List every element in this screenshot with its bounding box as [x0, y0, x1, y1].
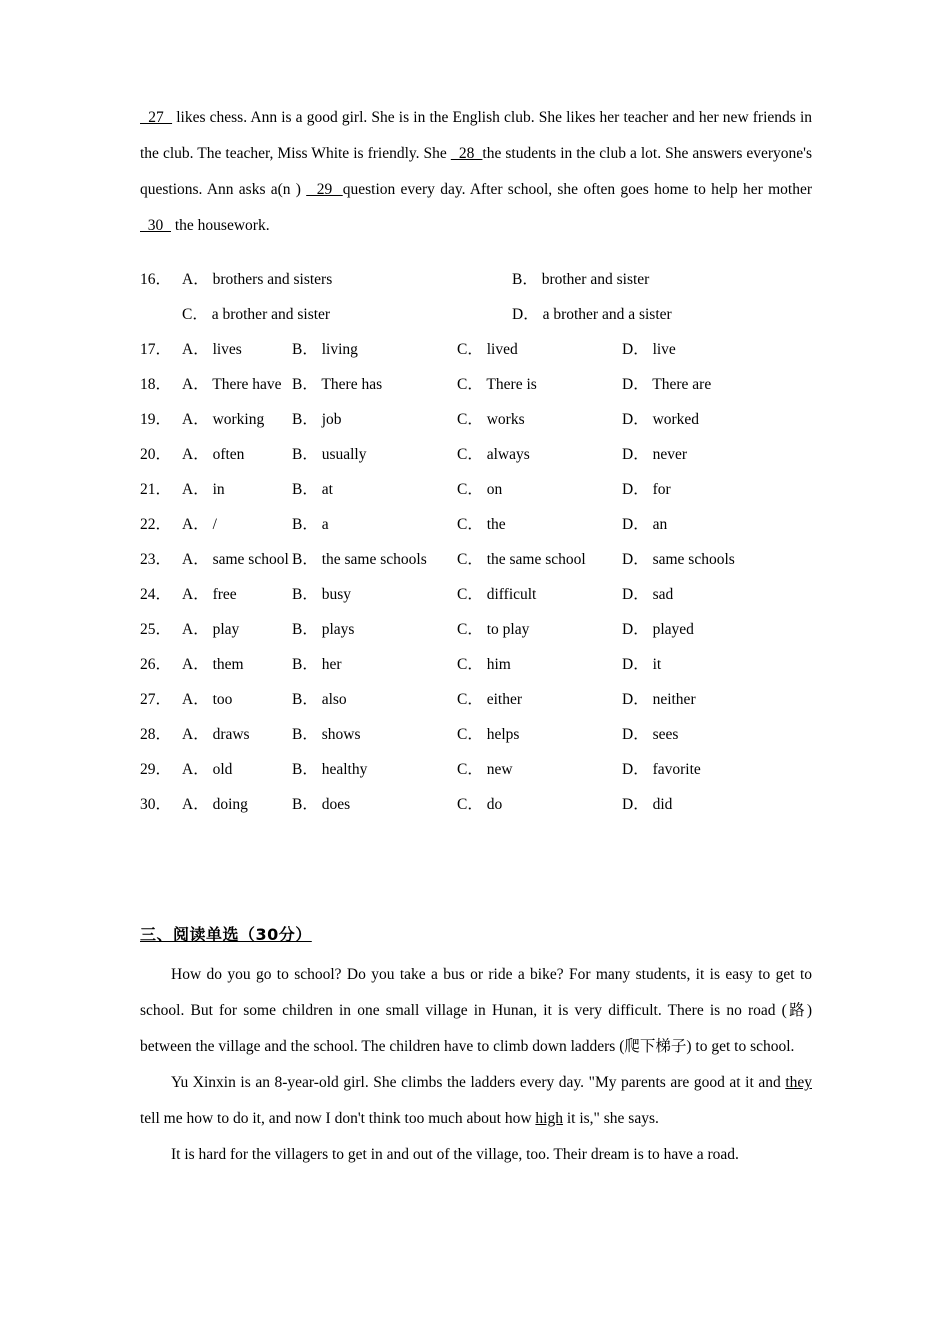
question-row	[140, 612, 812, 647]
question-row	[140, 787, 812, 822]
option-choice[interactable]: D． sad	[622, 586, 674, 603]
option-choice[interactable]: D． it	[622, 656, 662, 673]
option-choice[interactable]: D． an	[622, 516, 668, 533]
question-row	[140, 437, 812, 472]
option-choice[interactable]: A． them	[182, 656, 244, 673]
cloze-passage	[140, 100, 812, 244]
question-row	[140, 752, 812, 787]
question-number: 16．	[140, 271, 172, 288]
option-choice[interactable]: B． brother and sister	[512, 271, 650, 288]
passage-text: the students in the club a lot. She answers everyone's questions. Ann asks a(n )	[140, 145, 813, 198]
option-choice[interactable]: C． either	[457, 691, 522, 708]
question-row	[140, 367, 812, 402]
reading-text: How do you go to school? Do you take a bus or ride a bike? For many students, it is easy to get to school. But for some children in one small village in Hunan, it is very difficult. There is no road (路) between the village and the school. The children have to climb down ladders (爬下梯子) to get to school.	[140, 966, 812, 1055]
question-number: 20．	[140, 446, 172, 463]
question-number: 24．	[140, 586, 172, 603]
option-choice[interactable]: D． a brother and a sister	[512, 306, 672, 323]
question-number: 25．	[140, 621, 172, 638]
option-choice[interactable]: A． in	[182, 481, 225, 498]
question-number: 21．	[140, 481, 172, 498]
option-choice[interactable]: A． play	[182, 621, 240, 638]
cloze-question-list	[140, 262, 812, 822]
question-row	[140, 647, 812, 682]
question-number: 30．	[140, 796, 172, 813]
reading-paragraph	[140, 957, 812, 1065]
option-choice[interactable]: B． living	[292, 341, 358, 358]
option-choice[interactable]: D． for	[622, 481, 671, 498]
option-choice[interactable]: B． her	[292, 656, 342, 673]
option-choice[interactable]: B． healthy	[292, 761, 368, 778]
reading-paragraph	[140, 1065, 812, 1137]
option-choice[interactable]: D． sees	[622, 726, 679, 743]
underlined-word: high	[535, 1110, 563, 1127]
option-choice[interactable]: B． does	[292, 796, 351, 813]
question-number: 23．	[140, 551, 172, 568]
option-choice[interactable]: A． old	[182, 761, 233, 778]
option-choice[interactable]: C． a brother and sister	[182, 306, 331, 323]
reading-text: It is hard for the villagers to get in and out of the village, too. Their dream is to have a road.	[171, 1146, 739, 1163]
question-number: 17．	[140, 341, 172, 358]
underlined-word: they	[785, 1074, 812, 1091]
option-choice[interactable]: B． plays	[292, 621, 355, 638]
option-choice[interactable]: A． brothers and sisters	[182, 271, 333, 288]
question-row	[140, 332, 812, 367]
question-row	[140, 577, 812, 612]
option-choice[interactable]: C． do	[457, 796, 503, 813]
option-choice[interactable]: A． /	[182, 516, 217, 533]
option-choice[interactable]: A． same school	[182, 551, 289, 568]
question-number: 26．	[140, 656, 172, 673]
reading-text: Yu Xinxin is an 8-year-old girl. She climbs the ladders every day. "My parents are good at it and	[171, 1074, 786, 1091]
page-content	[140, 100, 812, 1173]
option-choice[interactable]: B． There has	[292, 376, 383, 393]
reading-section-title: 三、阅读单选（30分）	[140, 925, 312, 944]
passage-blank: 27	[140, 109, 173, 126]
option-choice[interactable]: D． worked	[622, 411, 700, 428]
passage-blank: 29	[306, 181, 343, 198]
option-choice[interactable]: C． the	[457, 516, 506, 533]
option-choice[interactable]: C． lived	[457, 341, 518, 358]
option-choice[interactable]: D． did	[622, 796, 673, 813]
option-choice[interactable]: B． the same schools	[292, 551, 427, 568]
option-choice[interactable]: B． shows	[292, 726, 361, 743]
option-choice[interactable]: A． lives	[182, 341, 242, 358]
question-number-spacer	[140, 297, 182, 332]
passage-text: likes chess. Ann is a good girl. She is in the English club. She likes her teacher and her new friends in the club. The teacher, Miss White is friendly. She	[140, 109, 813, 162]
option-choice[interactable]: D． There are	[622, 376, 712, 393]
reading-paragraphs	[140, 957, 812, 1173]
option-choice[interactable]: A． often	[182, 446, 245, 463]
passage-text: question every day. After school, she often goes home to help her mother	[342, 181, 812, 198]
question-row	[140, 542, 812, 577]
passage-blank: 28	[450, 145, 483, 162]
question-row	[140, 402, 812, 437]
option-choice[interactable]: B． busy	[292, 586, 351, 603]
question-row	[140, 507, 812, 542]
option-choice[interactable]: C． There is	[457, 376, 537, 393]
option-choice[interactable]: A． too	[182, 691, 233, 708]
reading-text: tell me how to do it, and now I don't think too much about how	[140, 1110, 536, 1127]
option-choice[interactable]: B． also	[292, 691, 347, 708]
option-choice[interactable]: D． neither	[622, 691, 696, 708]
reading-text: it is," she says.	[562, 1110, 659, 1127]
question-row	[140, 262, 812, 297]
option-choice[interactable]: C． him	[457, 656, 511, 673]
option-choice[interactable]: A． free	[182, 586, 237, 603]
option-choice[interactable]: D． same schools	[622, 551, 735, 568]
section-gap	[140, 822, 812, 922]
option-choice[interactable]: B． a	[292, 516, 329, 533]
question-number: 19．	[140, 411, 172, 428]
option-choice[interactable]: C． on	[457, 481, 503, 498]
option-choice[interactable]: D． never	[622, 446, 687, 463]
question-row	[140, 682, 812, 717]
question-row	[140, 297, 812, 332]
option-choice[interactable]: D． live	[622, 341, 676, 358]
option-choice[interactable]: A． working	[182, 411, 265, 428]
option-choice[interactable]: D． favorite	[622, 761, 701, 778]
option-choice[interactable]: B． usually	[292, 446, 367, 463]
option-choice[interactable]: B． job	[292, 411, 342, 428]
option-choice[interactable]: A． doing	[182, 796, 248, 813]
option-choice[interactable]: C． difficult	[457, 586, 537, 603]
question-number: 27．	[140, 691, 172, 708]
option-choice[interactable]: C． the same school	[457, 551, 586, 568]
option-choice[interactable]: C． helps	[457, 726, 520, 743]
option-choice[interactable]: C． new	[457, 761, 513, 778]
option-choice[interactable]: A． There have	[182, 376, 282, 393]
option-choice[interactable]: C． works	[457, 411, 525, 428]
question-number: 22．	[140, 516, 172, 533]
question-row	[140, 717, 812, 752]
option-choice[interactable]: B． at	[292, 481, 333, 498]
question-row	[140, 472, 812, 507]
passage-text: the housework.	[171, 217, 270, 234]
question-number: 18．	[140, 376, 172, 393]
question-number: 28．	[140, 726, 172, 743]
question-number: 29．	[140, 761, 172, 778]
reading-section	[140, 922, 812, 1173]
option-choice[interactable]: A． draws	[182, 726, 250, 743]
option-choice[interactable]: D． played	[622, 621, 694, 638]
reading-paragraph	[140, 1137, 812, 1173]
passage-blank: 30	[140, 217, 171, 234]
option-choice[interactable]: C． to play	[457, 621, 530, 638]
option-choice[interactable]: C． always	[457, 446, 530, 463]
